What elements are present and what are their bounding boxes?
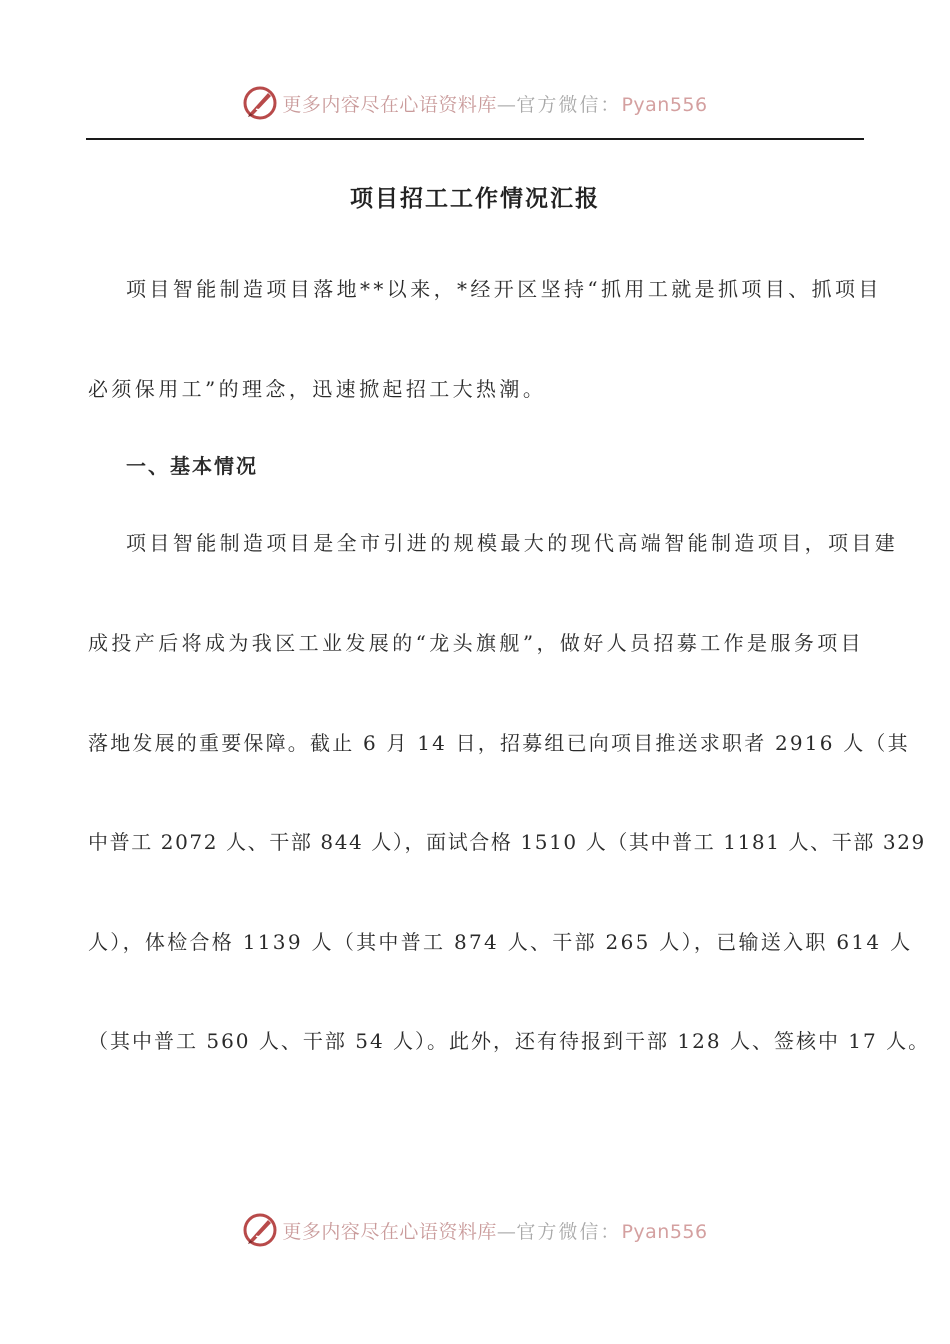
banner-slogan: 更多内容尽在心语资料库: [282, 93, 497, 116]
document-title: 项目招工工作情况汇报: [350, 185, 600, 212]
footer-banner: [0, 1210, 950, 1250]
header-divider: [86, 138, 864, 140]
section-heading: 一、基本情况: [126, 454, 258, 478]
banner-dash: —: [496, 1220, 517, 1243]
banner-wechat-id: Pyan556: [621, 1220, 708, 1243]
paragraph-line: （其中普工 560 人、干部 54 人）。此外，还有待报到干部 128 人、签核中 17 人。: [88, 1029, 931, 1053]
banner-slogan: 更多内容尽在心语资料库: [282, 1220, 497, 1243]
header-banner: [0, 83, 950, 123]
banner-dash: —: [496, 93, 517, 116]
banner-wechat-label: 官方微信：: [516, 93, 622, 116]
paragraph-line: 落地发展的重要保障。截止 6 月 14 日，招募组已向项目推送求职者 2916 人（其: [88, 731, 910, 755]
banner-wechat-label: 官方微信：: [516, 1220, 622, 1243]
paragraph-line: 成投产后将成为我区工业发展的“龙头旗舰”，做好人员招募工作是服务项目: [88, 631, 865, 655]
paragraph-line: 项目智能制造项目落地**以来，*经开区坚持“抓用工就是抓项目、抓项目: [126, 277, 882, 301]
pen-logo-icon: [242, 1212, 278, 1248]
pen-logo-icon: [242, 85, 278, 121]
paragraph-line: 中普工 2072 人、干部 844 人），面试合格 1510 人（其中普工 1181 人、干部 329: [88, 830, 926, 854]
paragraph-line: 必须保用工”的理念，迅速掀起招工大热潮。: [88, 377, 547, 401]
paragraph-line: 人），体检合格 1139 人（其中普工 874 人、干部 265 人），已输送入职 614 人: [88, 930, 913, 954]
banner-wechat-id: Pyan556: [621, 93, 708, 116]
paragraph-line: 项目智能制造项目是全市引进的规模最大的现代高端智能制造项目，项目建: [126, 531, 899, 555]
